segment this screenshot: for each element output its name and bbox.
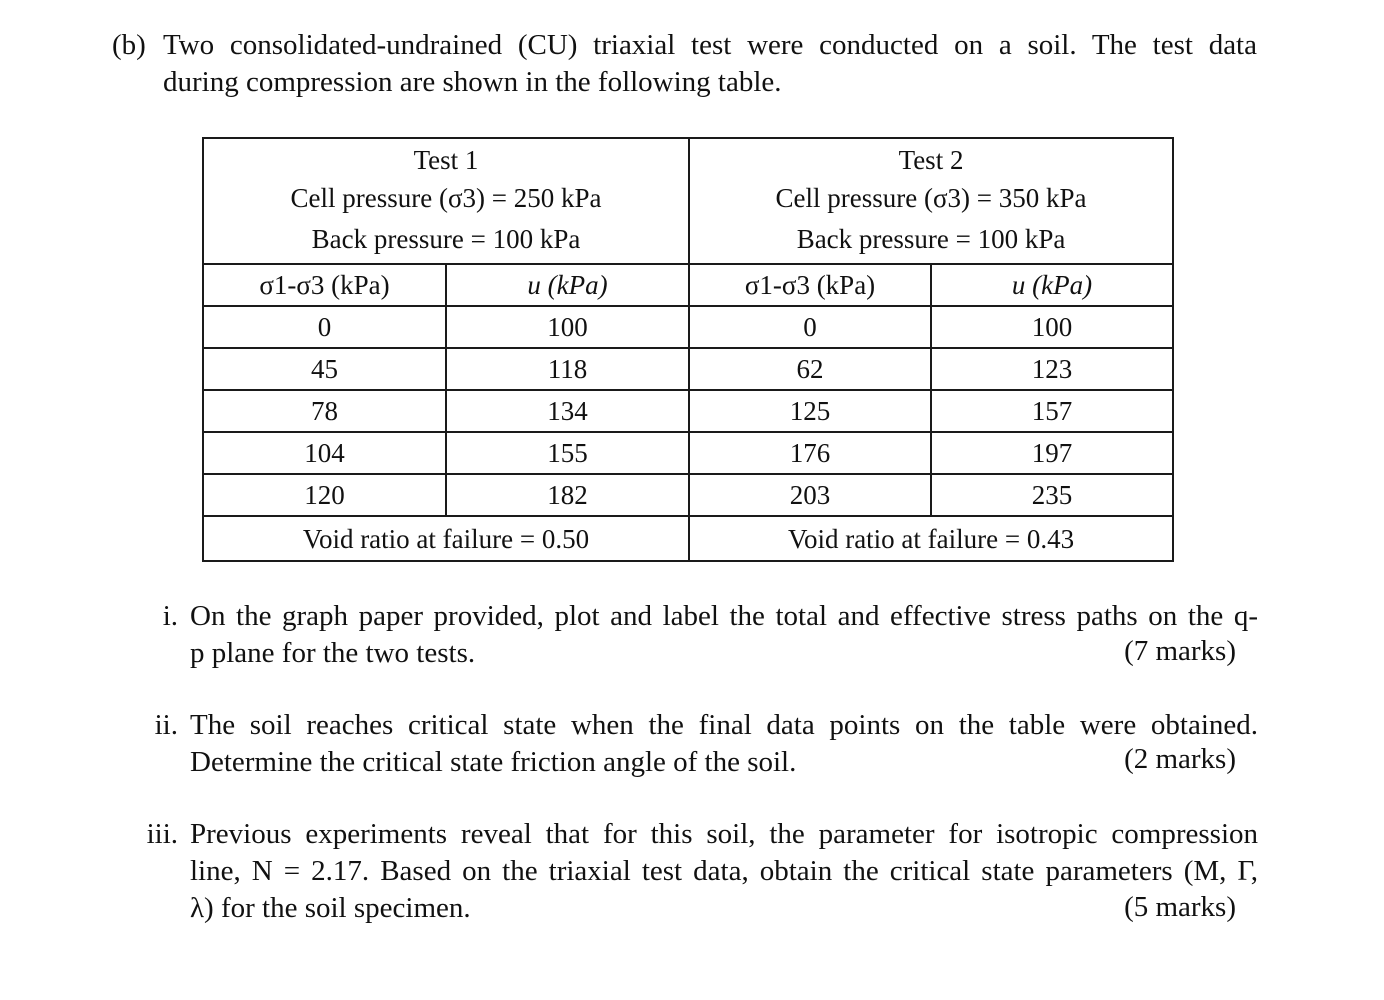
question-marks: (2 marks) <box>1124 743 1236 775</box>
table-cell: 134 <box>446 390 689 432</box>
table-cell: 197 <box>931 432 1173 474</box>
test1-col-stress-header: σ1-σ3 (kPa) <box>203 264 446 306</box>
question-label: (b) <box>112 29 146 61</box>
question-marks: (5 marks) <box>1124 891 1236 923</box>
question-text <box>190 816 1258 927</box>
question-text-line: line, N = 2.17. Based on the triaxial test data, obtain the critical state parameters (M, Γ, <box>190 855 1258 887</box>
table-cell: 45 <box>203 348 446 390</box>
table-row <box>203 306 1173 348</box>
table-cell: 155 <box>446 432 689 474</box>
question-number: ii. <box>154 709 178 741</box>
question-marks: (7 marks) <box>1124 635 1236 667</box>
test2-header <box>689 138 1173 264</box>
test2-title: Test 2 <box>898 145 964 175</box>
test2-back-pressure: Back pressure = 100 kPa <box>796 224 1066 254</box>
table-cell: 120 <box>203 474 446 516</box>
table-row <box>203 348 1173 390</box>
table-cell: 0 <box>203 306 446 348</box>
table-cell: 100 <box>931 306 1173 348</box>
table-cell: 176 <box>689 432 931 474</box>
test2-cell-pressure: Cell pressure (σ3) = 350 kPa <box>775 183 1087 213</box>
test2-col-stress-header: σ1-σ3 (kPa) <box>689 264 931 306</box>
void-ratio-row <box>203 516 1173 561</box>
question-text-line: Previous experiments reveal that for this soil, the parameter for isotropic compression <box>190 818 1258 850</box>
question-text <box>190 598 1258 672</box>
test1-void-ratio: Void ratio at failure = 0.50 <box>203 516 689 561</box>
triaxial-test-table <box>202 137 1174 562</box>
table-cell: 235 <box>931 474 1173 516</box>
table-cell: 125 <box>689 390 931 432</box>
test1-col-u-header: u (kPa) <box>446 264 689 306</box>
table-cell: 78 <box>203 390 446 432</box>
test2-col-u-header: u (kPa) <box>931 264 1173 306</box>
question-text-line: λ) for the soil specimen. <box>190 892 471 924</box>
test1-title: Test 1 <box>413 145 479 175</box>
question-text-line: Determine the critical state friction angle of the soil. <box>190 746 797 778</box>
test2-void-ratio: Void ratio at failure = 0.43 <box>689 516 1173 561</box>
question-text-line: p plane for the two tests. <box>190 637 476 669</box>
test1-cell-pressure: Cell pressure (σ3) = 250 kPa <box>290 183 602 213</box>
table-row <box>203 432 1173 474</box>
table-cell: 203 <box>689 474 931 516</box>
question-text-line: On the graph paper provided, plot and label the total and effective stress paths on the q- <box>190 600 1258 632</box>
question-text-line: The soil reaches critical state when the final data points on the table were obtained. <box>190 709 1258 741</box>
table-cell: 182 <box>446 474 689 516</box>
table-header-row <box>203 138 1173 264</box>
test1-back-pressure: Back pressure = 100 kPa <box>311 224 581 254</box>
intro-text-line-1: Two consolidated-undrained (CU) triaxial test were conducted on a soil. The test data <box>163 29 1257 61</box>
table-cell: 100 <box>446 306 689 348</box>
table-cell: 157 <box>931 390 1173 432</box>
question-text <box>190 707 1258 781</box>
column-header-row <box>203 264 1173 306</box>
table-row <box>203 390 1173 432</box>
table-row <box>203 474 1173 516</box>
table-cell: 123 <box>931 348 1173 390</box>
question-number: i. <box>162 600 178 632</box>
table-cell: 104 <box>203 432 446 474</box>
question-number: iii. <box>146 818 178 850</box>
table-cell: 118 <box>446 348 689 390</box>
intro-text-line-2: during compression are shown in the following table. <box>163 66 782 98</box>
table-cell: 62 <box>689 348 931 390</box>
table-cell: 0 <box>689 306 931 348</box>
test1-header <box>203 138 689 264</box>
